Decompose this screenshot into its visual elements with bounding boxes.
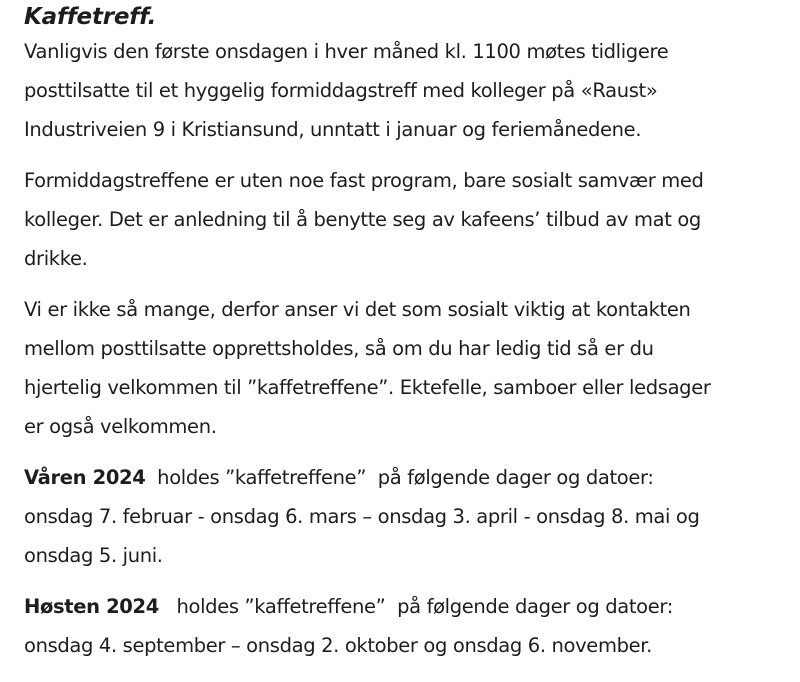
text-line: hjertelig velkommen til ”kaffetreffene”. Ektefelle, samboer eller ledsager: [24, 376, 711, 399]
paragraph-spring-schedule: [24, 458, 796, 575]
text-line: Industriveien 9 i Kristiansund, unntatt i januar og feriemånedene.: [24, 118, 642, 141]
text-line: Vi er ikke så mange, derfor anser vi det som sosialt viktig at kontakten: [24, 298, 691, 321]
paragraph-intro: [24, 32, 796, 149]
text-line: Vanligvis den første onsdagen i hver måned kl. 1100 møtes tidligere: [24, 40, 669, 63]
date-line: onsdag 7. februar - onsdag 6. mars – onsdag 3. april - onsdag 8. mai og: [24, 505, 700, 528]
text-line: Formiddagstreffene er uten noe fast program, bare sosialt samvær med: [24, 169, 704, 192]
text-line: posttilsatte til et hyggelig formiddagstreff med kolleger på «Raust»: [24, 79, 658, 102]
text-line: er også velkommen.: [24, 415, 217, 438]
document: [24, 0, 796, 677]
text-line: mellom posttilsatte opprettsholdes, så om du har ledig tid så er du: [24, 337, 654, 360]
date-line: onsdag 4. september – onsdag 2. oktober og onsdag 6. november.: [24, 634, 652, 657]
schedule-heading-line: [24, 458, 796, 497]
paragraph-autumn-schedule: [24, 587, 796, 665]
text-line: drikke.: [24, 247, 88, 270]
paragraph-program: [24, 161, 796, 278]
autumn-intro: holdes ”kaffetreffene” på følgende dager og datoer:: [158, 595, 673, 618]
spring-heading: Våren 2024: [24, 466, 146, 489]
autumn-heading: Høsten 2024: [24, 595, 159, 618]
text-line: kolleger. Det er anledning til å benytte seg av kafeens’ tilbud av mat og: [24, 208, 701, 231]
paragraph-welcome: [24, 290, 796, 446]
document-title: Kaffetreff.: [24, 4, 157, 30]
spring-intro: holdes ”kaffetreffene” på følgende dager og datoer:: [145, 466, 654, 489]
date-line: onsdag 5. juni.: [24, 544, 163, 567]
schedule-heading-line: [24, 587, 796, 626]
